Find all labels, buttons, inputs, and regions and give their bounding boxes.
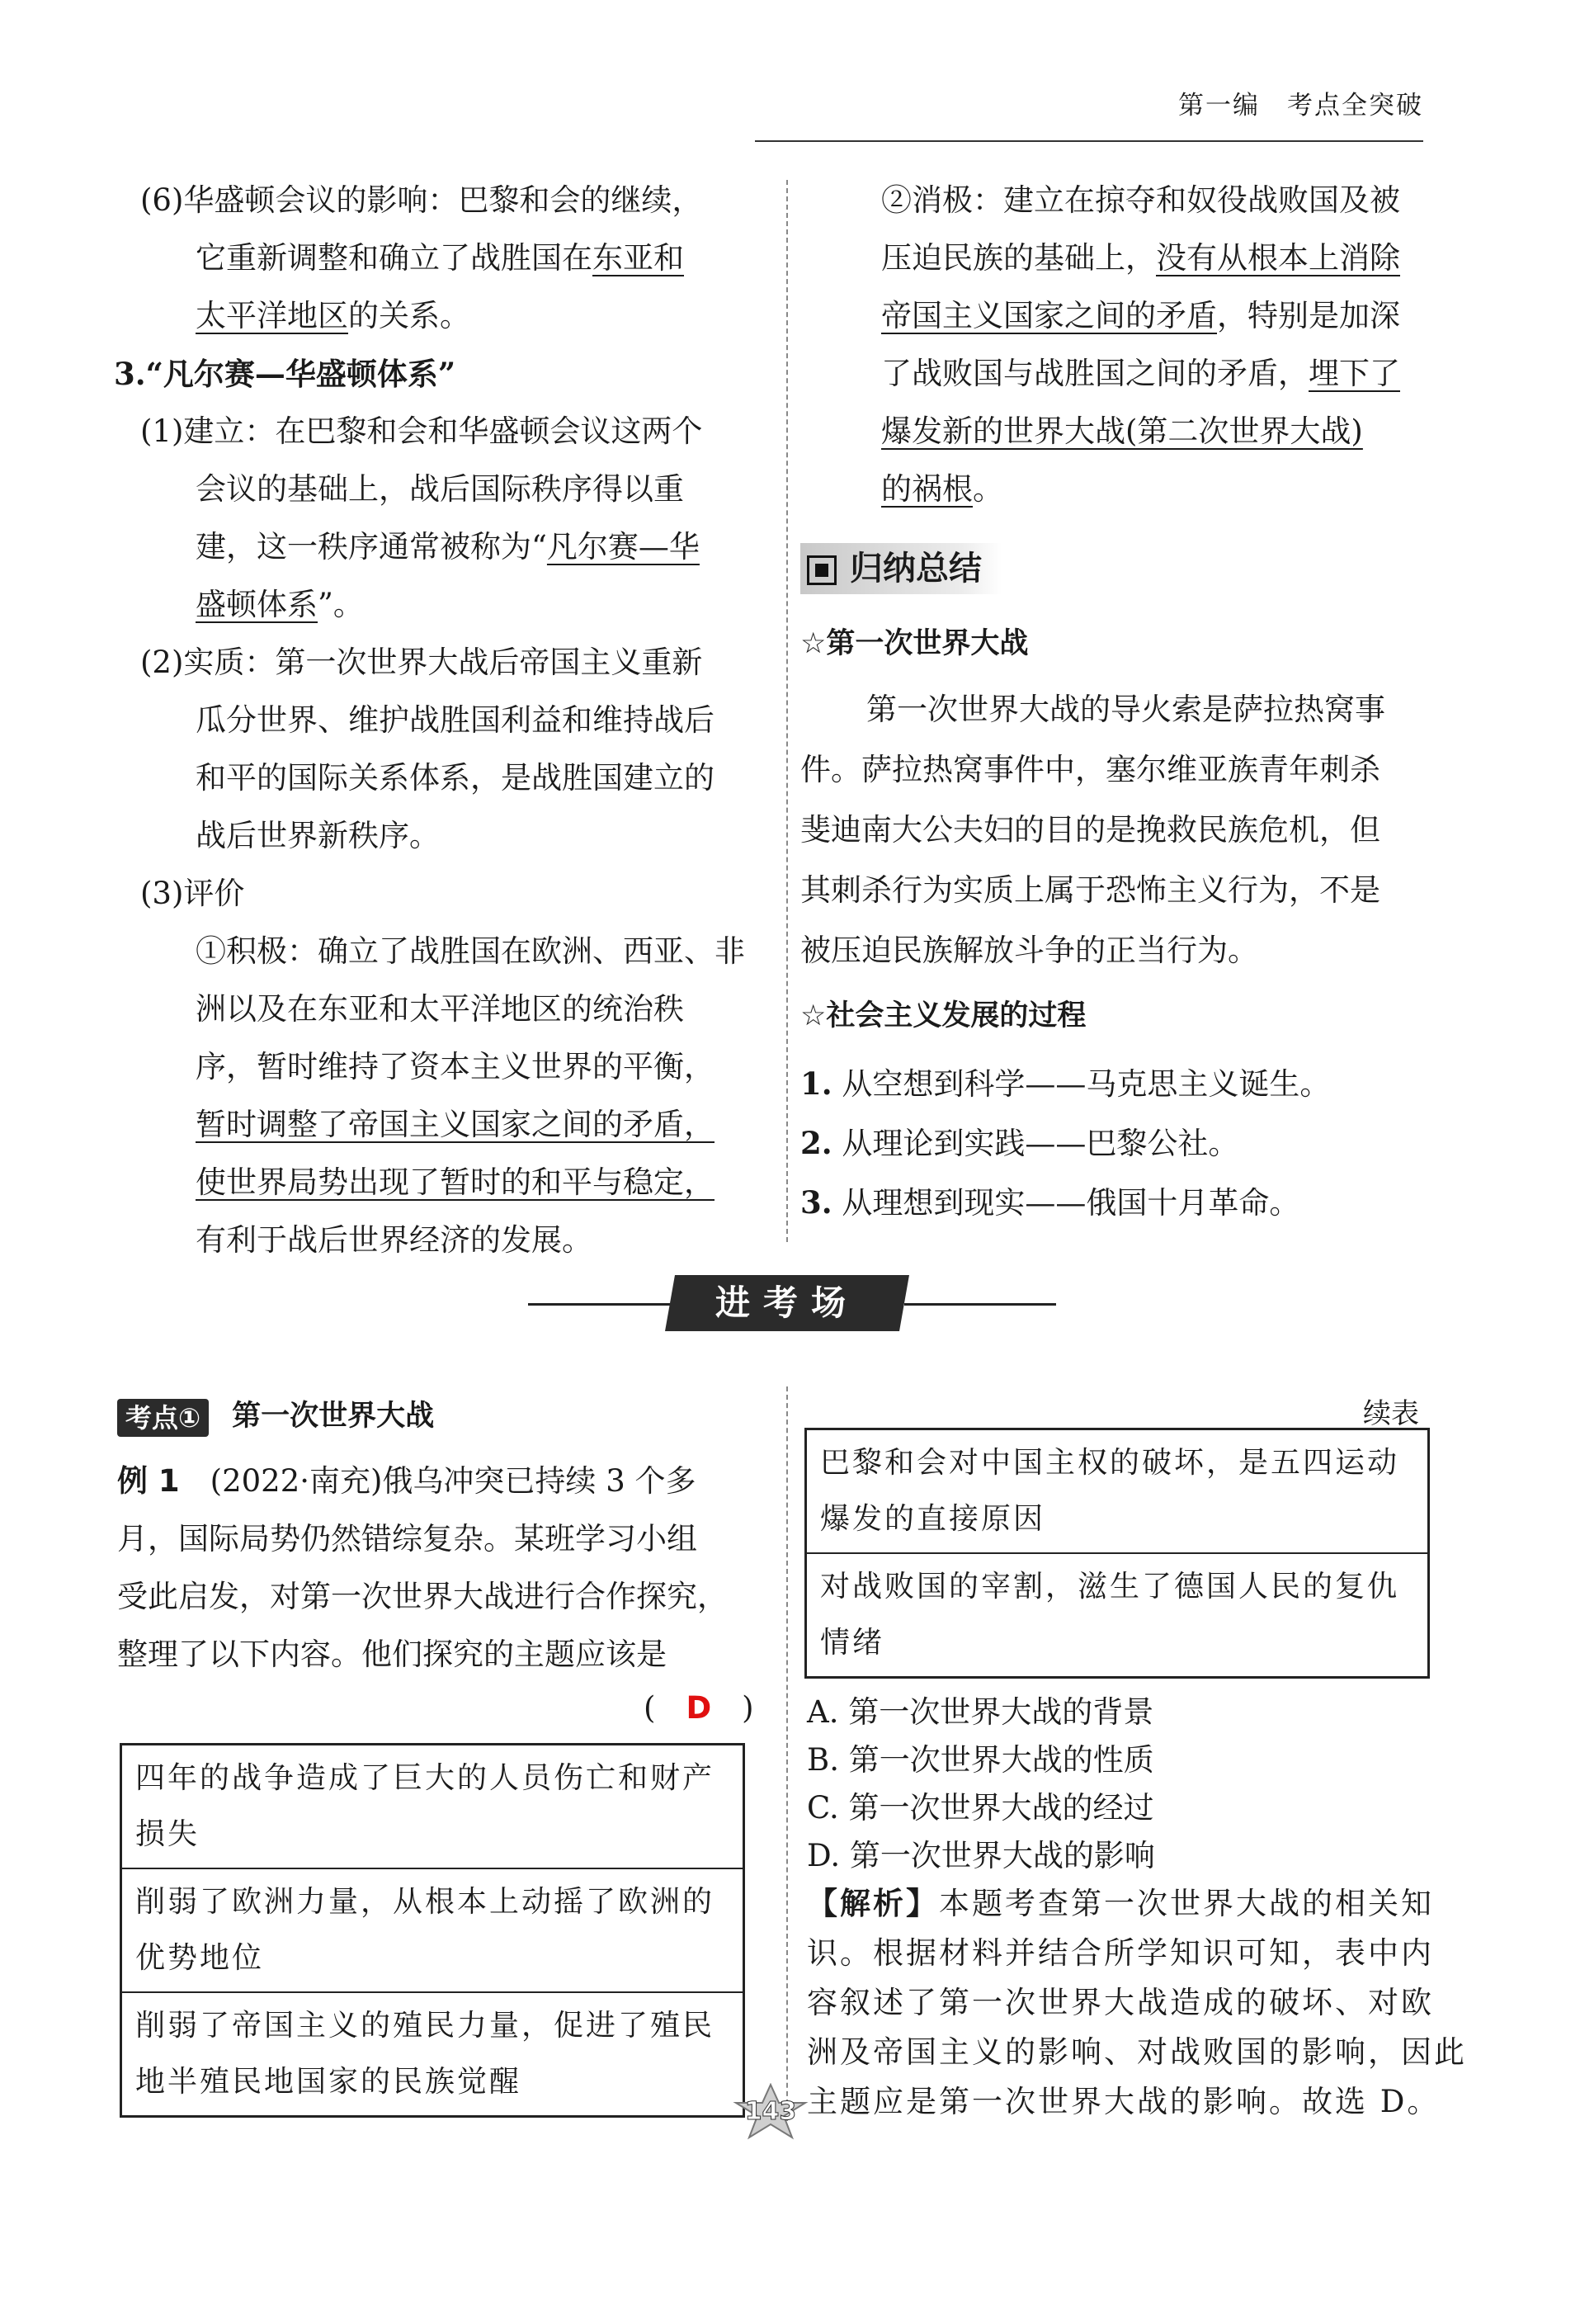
- text-line: 斐迪南大公夫妇的目的是挽救民族危机，但: [800, 812, 1380, 848]
- analysis-line: 洲及帝国主义的影响、对战败国的影响，因此: [807, 2034, 1467, 2070]
- list-item: 1. 从空想到科学——马克思主义诞生。: [800, 1065, 1331, 1102]
- text-line: (2)实质：第一次世界大战后帝国主义重新: [140, 645, 703, 680]
- text-line: (6)华盛顿会议的影响：巴黎和会的继续，: [140, 182, 703, 218]
- header-rule: [755, 140, 1423, 142]
- text-line: 了战败国与战胜国之间的矛盾，埋下了: [881, 356, 1400, 391]
- text-line: 暂时调整了帝国主义国家之间的矛盾，: [196, 1107, 715, 1142]
- text-line: ①积极：确立了战胜国在欧洲、西亚、非: [196, 933, 745, 969]
- kaodian-heading: 考点① 第一次世界大战: [117, 1386, 434, 1445]
- material-table-left: [120, 1743, 745, 2118]
- summary-subheading: ☆社会主义发展的过程: [800, 999, 1087, 1032]
- text-line: (3)评价: [140, 876, 245, 911]
- question-line: 例 1 (2022·南充)俄乌冲突已持续 3 个多: [117, 1463, 696, 1499]
- text-line: 太平洋地区的关系。: [196, 298, 470, 333]
- banner-title: 进考场: [715, 1282, 859, 1323]
- answer-letter: D: [686, 1690, 712, 1726]
- analysis-line: 容叙述了第一次世界大战造成的破坏、对欧: [807, 1985, 1434, 2020]
- analysis-line: 识。根据材料并结合所学知识可知，表中内: [807, 1935, 1434, 1971]
- question-line: 月，国际局势仍然错综复杂。某班学习小组: [117, 1521, 697, 1556]
- summary-heading: 归纳总结: [800, 543, 1002, 594]
- analysis-line: 主题应是第一次世界大战的影响。故选 D。: [807, 2084, 1441, 2119]
- answer-bracket: ( D ): [644, 1690, 754, 1726]
- column-divider-top: [786, 180, 788, 1242]
- text-line: 序，暂时维持了资本主义世界的平衡，: [196, 1049, 715, 1084]
- text-line: 压迫民族的基础上，没有从根本上消除: [881, 240, 1400, 276]
- table-row: 削弱了欧洲力量，从根本上动摇了欧洲的 优势地位: [122, 1869, 743, 1993]
- text-line: 帝国主义国家之间的矛盾，特别是加深: [881, 298, 1400, 333]
- text-line: 洲以及在东亚和太平洋地区的统治秩: [196, 991, 684, 1027]
- summary-box-icon: [807, 555, 837, 585]
- text-line: 它重新调整和确立了战胜国在东亚和: [196, 240, 684, 276]
- option-b: B. 第一次世界大战的性质: [807, 1742, 1154, 1778]
- table-row: 削弱了帝国主义的殖民力量，促进了殖民 地半殖民地国家的民族觉醒: [135, 2009, 715, 2099]
- analysis-line: 【解析】本题考查第一次世界大战的相关知: [807, 1886, 1434, 1921]
- column-divider-bottom: [786, 1386, 788, 2129]
- option-a: A. 第一次世界大战的背景: [807, 1694, 1154, 1730]
- text-line: 和平的国际关系体系，是战胜国建立的: [196, 760, 715, 796]
- question-line: 整理了以下内容。他们探究的主题应该是: [117, 1637, 667, 1672]
- table-row: 巴黎和会对中国主权的破坏，是五四运动 爆发的直接原因: [807, 1430, 1427, 1554]
- list-item: 2. 从理论到实践——巴黎公社。: [800, 1125, 1239, 1161]
- summary-subheading: ☆第一次世界大战: [800, 627, 1029, 660]
- text-line: 建，这一秩序通常被称为“凡尔赛—华: [196, 529, 700, 564]
- text-line: ②消极：建立在掠夺和奴役战败国及被: [881, 182, 1400, 218]
- list-item: 3. 从理想到现实——俄国十月革命。: [800, 1184, 1300, 1221]
- text-line: 第一次世界大战的导火索是萨拉热窝事: [866, 692, 1385, 727]
- exam-banner: [528, 1275, 1056, 1333]
- section-heading: 3.“凡尔赛—华盛顿体系”: [114, 356, 456, 392]
- material-table-right: [804, 1428, 1430, 1679]
- banner-rule-left: [528, 1303, 670, 1306]
- kaodian-tag: 考点①: [117, 1399, 209, 1437]
- question-line: 受此启发，对第一次世界大战进行合作探究，: [117, 1579, 728, 1614]
- continued-label: 续表: [1363, 1397, 1419, 1430]
- page-number: 143: [733, 2083, 809, 2141]
- option-c: C. 第一次世界大战的经过: [807, 1790, 1154, 1826]
- text-line: 爆发新的世界大战(第二次世界大战): [881, 413, 1363, 449]
- text-line: 使世界局势出现了暂时的和平与稳定，: [196, 1164, 715, 1200]
- table-row: 四年的战争造成了巨大的人员伤亡和财产 损失: [122, 1745, 743, 1869]
- text-line: 件。萨拉热窝事件中，塞尔维亚族青年刺杀: [800, 752, 1380, 787]
- text-line: 盛顿体系”。: [196, 587, 364, 622]
- text-line: 的祸根。: [881, 471, 1003, 507]
- text-line: 战后世界新秩序。: [196, 818, 440, 853]
- banner-rule-right: [904, 1303, 1056, 1306]
- text-line: 瓜分世界、维护战胜国利益和维持战后: [196, 702, 715, 738]
- text-line: 其刺杀行为实质上属于恐怖主义行为，不是: [800, 872, 1380, 908]
- running-header: 第一编 考点全突破: [1178, 91, 1423, 120]
- table-row: 对战败国的宰割，滋生了德国人民的复仇 情绪: [820, 1570, 1400, 1660]
- text-line: 被压迫民族解放斗争的正当行为。: [800, 933, 1258, 968]
- text-line: 有利于战后世界经济的发展。: [196, 1222, 592, 1258]
- text-line: (1)建立：在巴黎和会和华盛顿会议这两个: [140, 413, 703, 449]
- option-d: D. 第一次世界大战的影响: [807, 1838, 1155, 1873]
- text-line: 会议的基础上，战后国际秩序得以重: [196, 471, 684, 507]
